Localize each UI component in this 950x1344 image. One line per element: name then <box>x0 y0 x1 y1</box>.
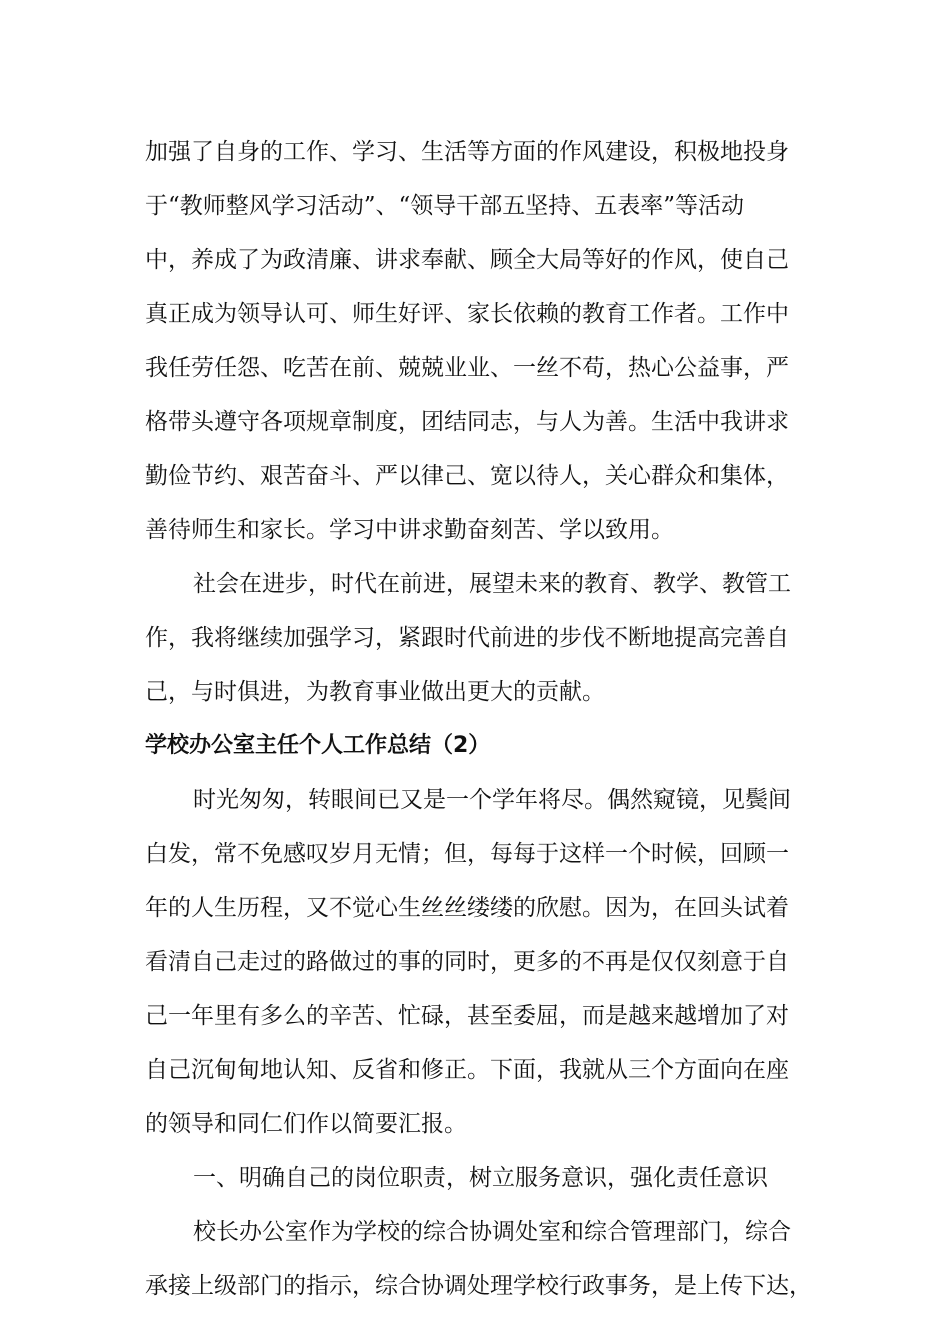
paragraph-outlook <box>145 557 815 719</box>
text-line: 己，与时俱进，为教育事业做出更大的贡献。 <box>145 679 605 705</box>
paragraph-intro <box>145 773 815 1151</box>
text-line: 真正成为领导认可、师生好评、家长依赖的教育工作者。工作中 <box>145 301 789 327</box>
section-title: 学校办公室主任个人工作总结（2） <box>145 733 491 758</box>
text-line: 时光匆匆，转眼间已又是一个学年将尽。偶然窥镜，见鬓间 <box>193 787 791 813</box>
text-line: 己一年里有多么的辛苦、忙碌，甚至委屈，而是越来越增加了对 <box>145 1003 789 1029</box>
text-line: 承接上级部门的指示，综合协调处理学校行政事务，是上传下达， <box>145 1273 812 1299</box>
text-line: 年的人生历程，又不觉心生丝丝缕缕的欣慰。因为，在回头试着 <box>145 895 789 921</box>
text-line: 社会在进步，时代在前进，展望未来的教育、教学、教管工 <box>193 571 791 597</box>
text-line: 自己沉甸甸地认知、反省和修正。下面，我就从三个方面向在座 <box>145 1057 789 1083</box>
text-line: 校长办公室作为学校的综合协调处室和综合管理部门，综合 <box>193 1219 791 1245</box>
text-line: 作，我将继续加强学习，紧跟时代前进的步伐不断地提高完善自 <box>145 625 789 651</box>
subheading-responsibilities: 一、明确自己的岗位职责，树立服务意识，强化责任意识 <box>193 1165 768 1191</box>
paragraph-conduct <box>145 125 815 557</box>
text-line: 于“教师整风学习活动”、“领导干部五坚持、五表率”等活动 <box>145 193 745 219</box>
text-line: 我任劳任怨、吃苦在前、兢兢业业、一丝不苟，热心公益事，严 <box>145 355 789 381</box>
text-line: 勤俭节约、艰苦奋斗、严以律己、宽以待人，关心群众和集体， <box>145 463 789 489</box>
text-line: 中，养成了为政清廉、讲求奉献、顾全大局等好的作风，使自己 <box>145 247 789 273</box>
paragraph-office-role <box>145 1205 815 1313</box>
text-line: 白发，常不免感叹岁月无情；但，每每于这样一个时候，回顾一 <box>145 841 789 867</box>
text-line: 善待师生和家长。学习中讲求勤奋刻苦、学以致用。 <box>145 517 674 543</box>
text-line: 看清自己走过的路做过的事的同时，更多的不再是仅仅刻意于自 <box>145 949 789 975</box>
document-body <box>145 125 815 1313</box>
text-line: 格带头遵守各项规章制度，团结同志，与人为善。生活中我讲求 <box>145 409 789 435</box>
text-line: 加强了自身的工作、学习、生活等方面的作风建设，积极地投身 <box>145 139 789 165</box>
text-line: 的领导和同仁们作以简要汇报。 <box>145 1111 467 1137</box>
